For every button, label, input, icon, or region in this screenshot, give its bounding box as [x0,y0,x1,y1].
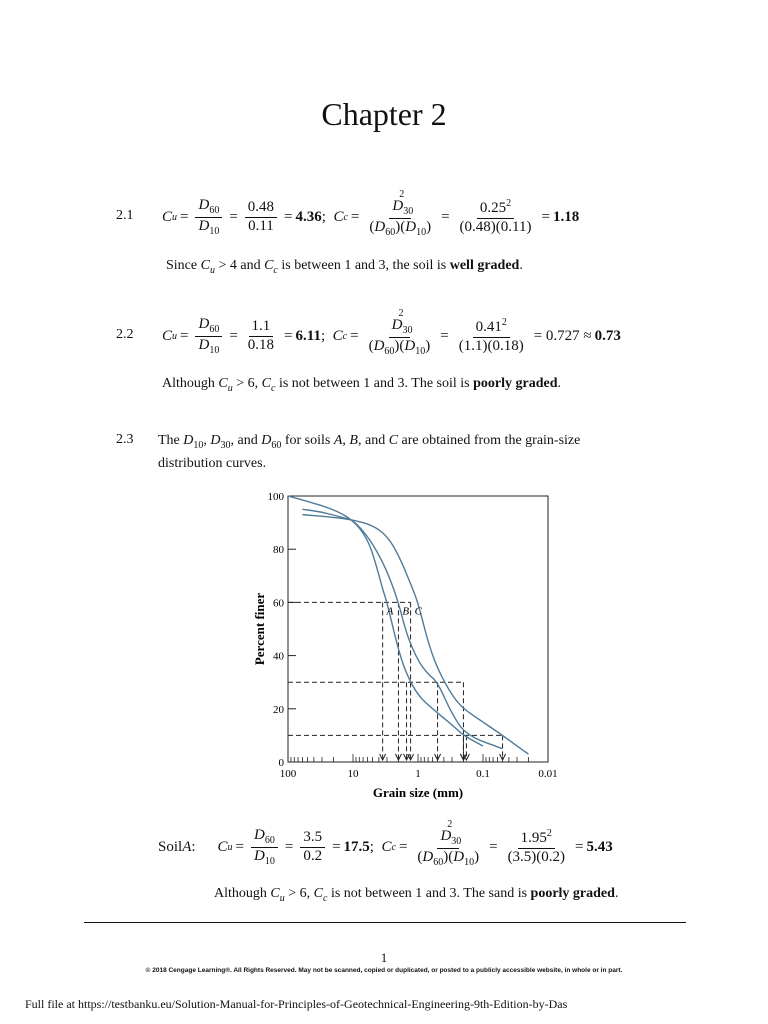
fraction-values [245,199,277,235]
y-axis-label: Percent finer [252,592,267,666]
cc-denominator: (0.48)(0.11) [459,218,532,235]
note-2-1: Since $C_u > 4$ and $C_c$ is between 1 and 3, the soil is well graded. [166,258,523,276]
cc-numerator: 0.41 [475,319,502,336]
denominator: 0.11 [248,217,274,234]
d60-symbol: D [198,197,210,213]
cc-symbol: C [333,208,344,225]
fraction-d30-sq: $\frac{D_{30}^2}{(D_{60})(D_{10})}$ [369,189,432,238]
cc-numerator-exp: 2 [506,198,512,210]
y-tick-label: 60 [273,597,284,610]
note-soil-a: Although $C_u > 6$, $C_c$ is not between 1 and 3. The sand is poorly graded. [214,886,619,904]
x-tick-label: 100 [279,768,297,780]
cc-result: 1.18 [552,208,580,225]
numerator: 0.48 [245,199,277,217]
x-tick-label: 0.1 [476,768,490,780]
x-tick-label: 0.01 [538,768,558,780]
curve-label-A: A [386,605,394,618]
d60-subscript: 60 [209,205,220,216]
cu-result: 4.36 [295,208,322,225]
plot-frame [288,496,548,762]
fraction-values-cc [457,198,535,236]
problem-number-2-1: 2.1 [116,208,134,223]
y-tick-label: 100 [267,491,284,503]
approx-value: = 0.727 ≈ [533,327,592,344]
cc-numerator: 1.95 [520,830,547,847]
denominator: 0.18 [247,336,275,353]
cc-result: 0.73 [594,327,621,344]
cu-result: 17.5 [343,838,370,855]
cc-denominator: (1.1)(0.18) [458,337,524,354]
fraction-d60-d10 [195,197,222,237]
curve-label-B: B [402,605,410,618]
problem-number-2-3: 2.3 [116,432,134,447]
equation-soil-a: Soil A : C u = $\frac{D_{60}}{D_{10}}$ = $\frac{3.5}{0.2}$ = 17.5 ; C c = $\frac{D_{30}^2}{(D_{60})(D_{10})}$ = $\frac{1.95^2}{(3.5)(0.2)}$ = 5.43 [158,819,613,868]
d10-symbol: D [198,217,210,234]
cc-denominator: (3.5)(0.2) [507,848,566,865]
numerator: 1.1 [249,318,274,336]
grain-size-chart [240,480,570,805]
problem-number-2-2: 2.2 [116,327,134,342]
cc-numerator: 0.25 [479,200,507,217]
equation-2-1: C u = $\frac{D_{60}}{D_{10}}$ = $\frac{0.48}{0.11}$ = 4.36 ; C c = $\frac{D_{30}^2}{(D_{60})(D_{10})}$ = $\frac{0.25^2}{(0.48)(0.11)}$ = 1.18 [162,189,580,238]
cc-numerator-exp: 2 [501,317,507,329]
chapter-title: Chapter 2 [321,96,447,132]
cc-numerator-exp: 2 [546,828,552,840]
cu-symbol: C [162,208,173,225]
page-number: 1 [380,950,388,965]
cu-subscript: u [172,211,178,223]
equation-2-2: C u = $\frac{D_{60}}{D_{10}}$ = $\frac{1.1}{0.18}$ = 6.11 ; C c = $\frac{D_{30}^2}{(D_{60})(D_{10})}$ = $\frac{0.41^2}{(1.1)(0.18)}$ = 0.727 ≈ 0.73 [162,308,621,357]
footer-divider [84,922,686,923]
denominator: 0.2 [303,847,323,864]
d10-subscript: 10 [209,225,220,237]
copyright-notice: © 2018 Cengage Learning®. All Rights Reserved. May not be scanned, copied or duplicated, or posted to a publicly accessible website, in whole or in part. [145,967,623,974]
curve-B [302,509,502,748]
curve-C [302,515,528,754]
cu-result: 6.11 [295,327,321,344]
cc-subscript: c [343,211,348,223]
x-tick-label: 1 [415,768,421,780]
y-tick-label: 40 [273,650,284,663]
x-tick-label: 10 [347,768,359,780]
footer-link-text: Full file at https://testbanku.eu/Solution-Manual-for-Principles-of-Geotechnical-Engineering-9th-Edition-by-Das [25,997,568,1011]
curve-label-C: C [414,605,422,618]
y-tick-label: 0 [278,757,284,769]
text-2-3-line2: distribution curves. [158,455,267,471]
x-axis-label: Grain size (mm) [372,785,464,800]
cc-result: 5.43 [586,838,613,855]
note-2-2: Although $C_u > 6$, $C_c$ is not between 1 and 3. The soil is poorly graded. [162,376,561,394]
curve-A [288,496,483,746]
y-tick-label: 80 [273,544,284,557]
text-2-3: The $D_{10}$, $D_{30}$, and $D_{60}$ for soils A, B, and C are obtained from the grain-size distribution curves. [158,433,581,471]
y-tick-label: 20 [273,703,284,716]
numerator: 3.5 [300,829,325,847]
